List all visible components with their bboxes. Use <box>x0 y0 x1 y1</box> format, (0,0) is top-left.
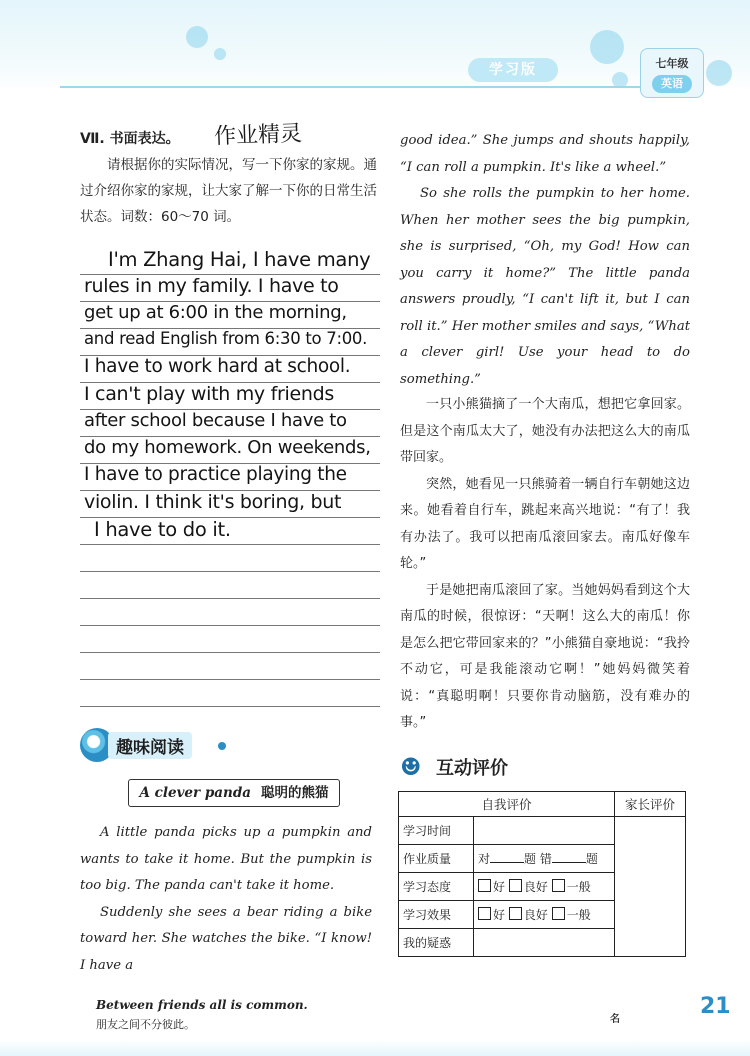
effect-cell <box>474 901 615 929</box>
ruled-line <box>80 598 380 599</box>
translation-paragraph: 突然，她看见一只熊骑着一辆自行车朝她这边来。她看着自行车，跳起来高兴地说：“有了！我有办法了。我可以把南瓜滚回家去。南瓜好像车轮。” <box>400 476 690 571</box>
question-label: 题 <box>585 852 598 866</box>
parent-eval-cell[interactable] <box>615 817 686 957</box>
checkbox[interactable] <box>552 879 565 892</box>
right-label: 对 <box>478 852 491 866</box>
question-label: 题 <box>524 852 537 866</box>
story-title <box>128 779 340 807</box>
checkbox[interactable] <box>478 879 491 892</box>
header-badge: 学习版 <box>468 58 558 82</box>
subject-label: 英语 <box>652 75 692 93</box>
row-label: 我的疑惑 <box>399 929 474 957</box>
story-title-cn: 聪明的熊猫 <box>261 785 329 801</box>
checkbox[interactable] <box>509 907 522 920</box>
fun-reading-banner <box>80 726 240 764</box>
evaluation-table <box>398 791 686 957</box>
page-number: 21 <box>700 994 731 1019</box>
ruled-line <box>80 679 380 680</box>
writing-instruction: 请根据你的实际情况，写一下你家的家规。通过介绍你家的家规，让大家了解一下你的日常生活状态。词数：60～70 词。 <box>80 157 377 225</box>
wrong-label: 错 <box>539 852 552 866</box>
doubts-cell[interactable] <box>474 929 615 957</box>
handwritten-line: I can't play with my friends <box>84 383 334 405</box>
ruled-line <box>80 706 380 707</box>
row-label: 学习时间 <box>399 817 474 845</box>
section-title: Ⅶ. 书面表达。 <box>80 131 180 147</box>
story-paragraph: So she rolls the pumpkin to her home. When her mother sees the big pumpkin, she is surprised, “Oh, my God! How can you carry it home?” The little panda answers proudly, “I can't lift it, but I can roll it.” Her mother smiles and says, “What a clever girl! Use your head to do something.” <box>400 186 690 387</box>
option-label: 好 <box>493 880 506 894</box>
checkbox[interactable] <box>478 907 491 920</box>
dot-icon <box>218 742 226 750</box>
handwritten-line: I have to work hard at school. <box>84 356 351 377</box>
bubble-decoration <box>590 30 624 64</box>
checkbox[interactable] <box>509 879 522 892</box>
grade-label: 七年级 <box>655 57 689 70</box>
header-rule <box>60 86 680 88</box>
blank-field[interactable] <box>490 852 524 863</box>
attitude-cell <box>474 873 615 901</box>
fun-reading-label: 趣味阅读 <box>108 732 192 759</box>
translation-paragraph: 一只小熊猫摘了一个大南瓜，想把它拿回家。但是这个南瓜太大了，她没有办法把这么大的南瓜带回家。 <box>400 397 690 465</box>
ruled-line <box>80 544 380 545</box>
blank-field[interactable] <box>552 852 586 863</box>
story-text-left <box>80 820 372 979</box>
row-label: 学习效果 <box>399 901 474 929</box>
checkbox[interactable] <box>552 907 565 920</box>
row-label: 学习态度 <box>399 873 474 901</box>
handwritten-line: I have to do it. <box>94 518 231 541</box>
story-paragraph: A little panda picks up a pumpkin and wants to take it home. But the pumpkin is too big. The panda can't take it home. <box>80 825 372 893</box>
option-label: 良好 <box>523 908 548 922</box>
handwritten-title: 作业精灵 <box>213 121 303 150</box>
handwritten-line: after school because I have to <box>84 410 347 431</box>
handwritten-line: get up at 6:00 in the morning, <box>84 302 347 323</box>
footer-quote: Between friends all is common. <box>96 998 308 1012</box>
parent-eval-header: 家长评价 <box>615 792 686 817</box>
grade-subject-box <box>640 48 704 98</box>
handwritten-line: I'm Zhang Hai, I have many <box>108 248 371 271</box>
option-label: 一般 <box>566 880 591 894</box>
handwritten-line: violin. I think it's boring, but <box>84 491 342 513</box>
story-text-right <box>400 128 690 393</box>
self-eval-header: 自我评价 <box>399 792 615 817</box>
option-label: 一般 <box>566 908 591 922</box>
quality-cell <box>474 845 615 873</box>
row-label: 作业质量 <box>399 845 474 873</box>
translation-paragraph: 于是她把南瓜滚回了家。当她妈妈看到这个大南瓜的时候，很惊讶：“天啊！这么大的南瓜！你是怎么把它带回家来的？”小熊猫自豪地说：“我拎不动它，可是我能滚动它啊！”她妈妈微笑着说：“真聪明啊！只要你肯动脑筋，没有难办的事。” <box>400 582 690 730</box>
handwritten-line: do my homework. On weekends, <box>84 437 371 458</box>
story-paragraph: good idea.” She jumps and shouts happily, “I can roll a pumpkin. It's like a wheel.” <box>400 133 690 175</box>
story-paragraph: Suddenly she sees a bear riding a bike toward her. She watches the bike. “I know! I have a <box>80 904 372 973</box>
handwritten-line: and read English from 6:30 to 7:00. <box>84 329 368 348</box>
story-translation <box>400 392 690 737</box>
evaluation-title: 互动评价 <box>436 758 508 779</box>
people-icon: ☻ <box>400 753 422 781</box>
ruled-line <box>80 625 380 626</box>
handwritten-line: rules in my family. I have to <box>84 275 339 297</box>
footer-band <box>0 1040 750 1056</box>
handwritten-line: I have to practice playing the <box>84 464 347 485</box>
bubble-decoration <box>706 60 732 86</box>
footer-quote-cn: 朋友之间不分彼此。 <box>96 1018 195 1031</box>
option-label: 良好 <box>523 880 548 894</box>
ruled-line <box>80 652 380 653</box>
option-label: 好 <box>493 908 506 922</box>
bubble-decoration <box>186 26 208 48</box>
bubble-decoration <box>214 48 226 60</box>
ruled-line <box>80 571 380 572</box>
story-title-en: A clever panda <box>139 785 252 801</box>
page-tag: 名 <box>610 1014 620 1025</box>
study-time-cell[interactable] <box>474 817 615 845</box>
page-header <box>0 0 750 100</box>
header-band <box>0 0 750 92</box>
